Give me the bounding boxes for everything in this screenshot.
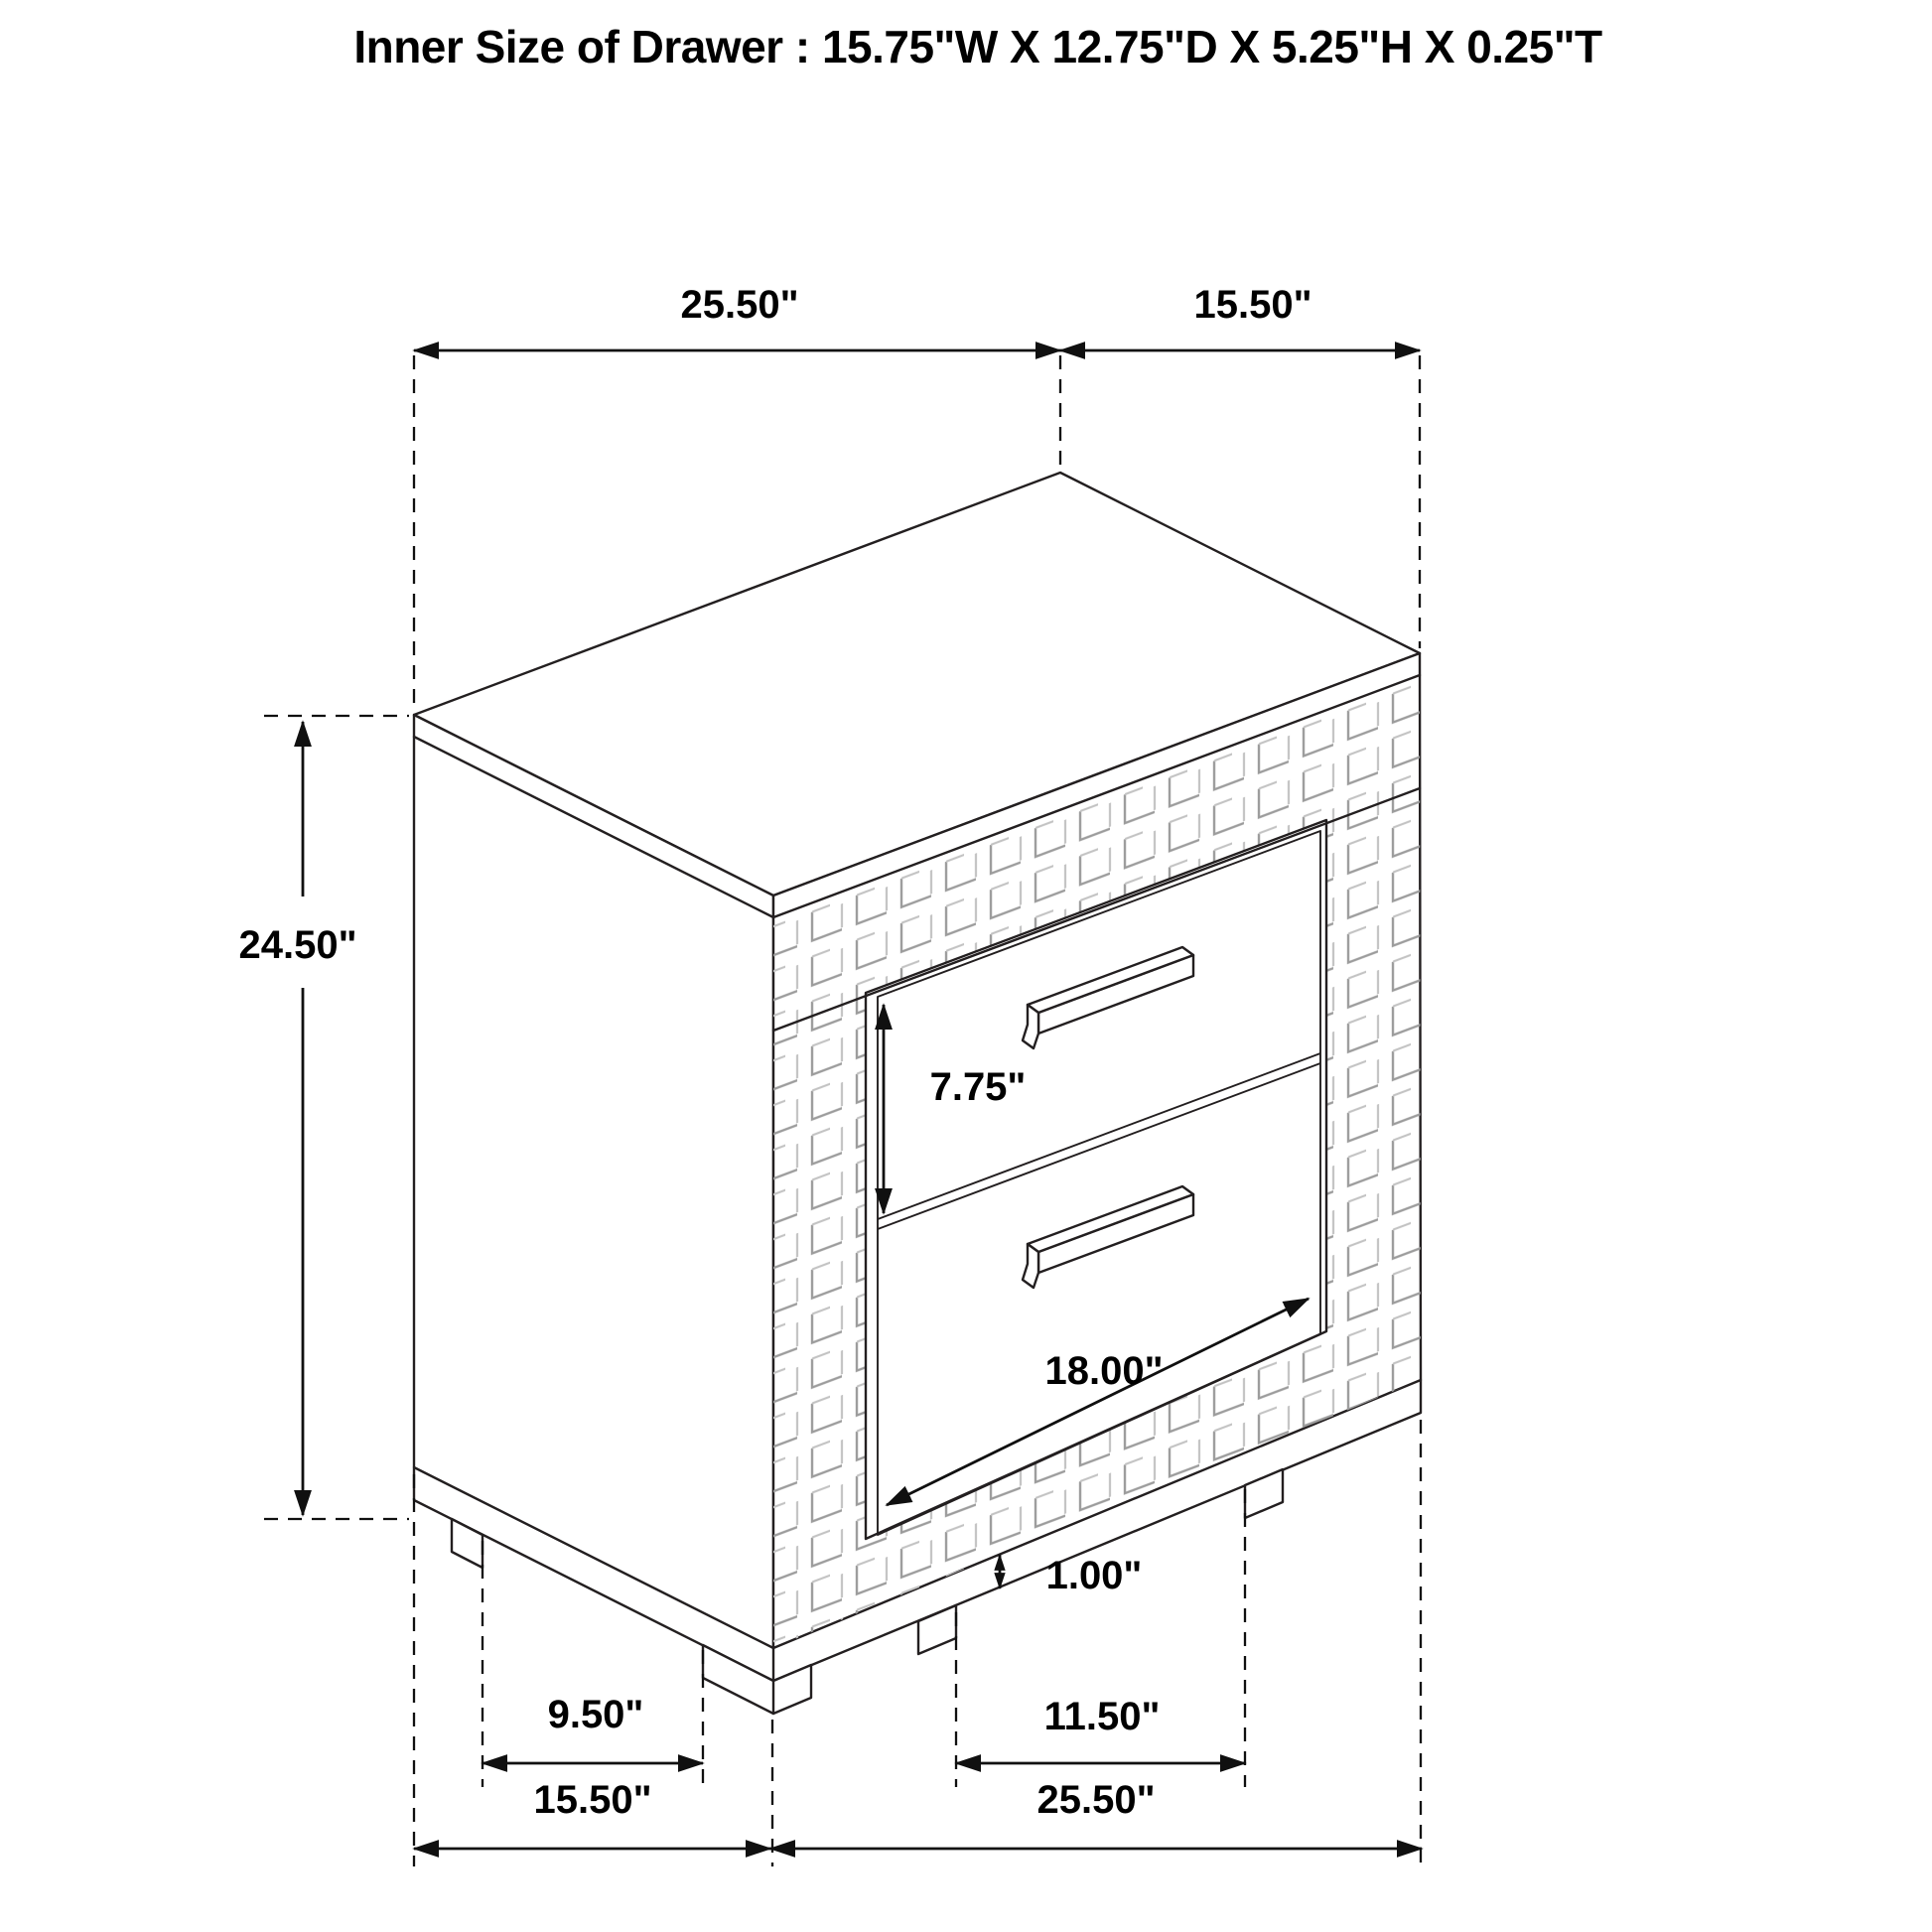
dim-drawer-face-height-label: 7.75" bbox=[929, 1065, 1027, 1109]
dim-base-height bbox=[1000, 1554, 1142, 1597]
dim-top-width-label: 25.50" bbox=[680, 283, 799, 327]
dim-base-height-label: 1.00" bbox=[1045, 1554, 1143, 1597]
dim-front-leg-spacing bbox=[956, 1695, 1245, 1763]
nightstand-body bbox=[414, 473, 1421, 1714]
dim-top-depth-label: 15.50" bbox=[1193, 283, 1312, 327]
dim-overall-height bbox=[238, 722, 356, 1515]
front-corner-leg bbox=[703, 1645, 811, 1714]
page-title: Inner Size of Drawer : 15.75"W X 12.75"D X 5.25"H X 0.25"T bbox=[353, 21, 1602, 72]
dim-bottom-width-label: 25.50" bbox=[1036, 1778, 1156, 1822]
front-leg-right bbox=[1245, 1469, 1283, 1518]
dim-bottom-depth-label: 15.50" bbox=[533, 1778, 652, 1822]
dim-bottom-depth bbox=[414, 1778, 770, 1849]
dim-top-width bbox=[414, 283, 1060, 350]
dim-drawer-inner-width-label: 18.00" bbox=[1044, 1349, 1164, 1393]
dim-bottom-width bbox=[770, 1778, 1422, 1849]
dim-front-leg-spacing-label: 11.50" bbox=[1043, 1695, 1161, 1738]
dim-side-leg-spacing-label: 9.50" bbox=[547, 1693, 644, 1736]
dim-overall-height-label: 24.50" bbox=[238, 923, 357, 967]
side-leg bbox=[452, 1519, 483, 1568]
dim-top-depth bbox=[1060, 283, 1420, 350]
front-leg-left bbox=[918, 1605, 956, 1654]
dim-side-leg-spacing bbox=[483, 1693, 703, 1763]
